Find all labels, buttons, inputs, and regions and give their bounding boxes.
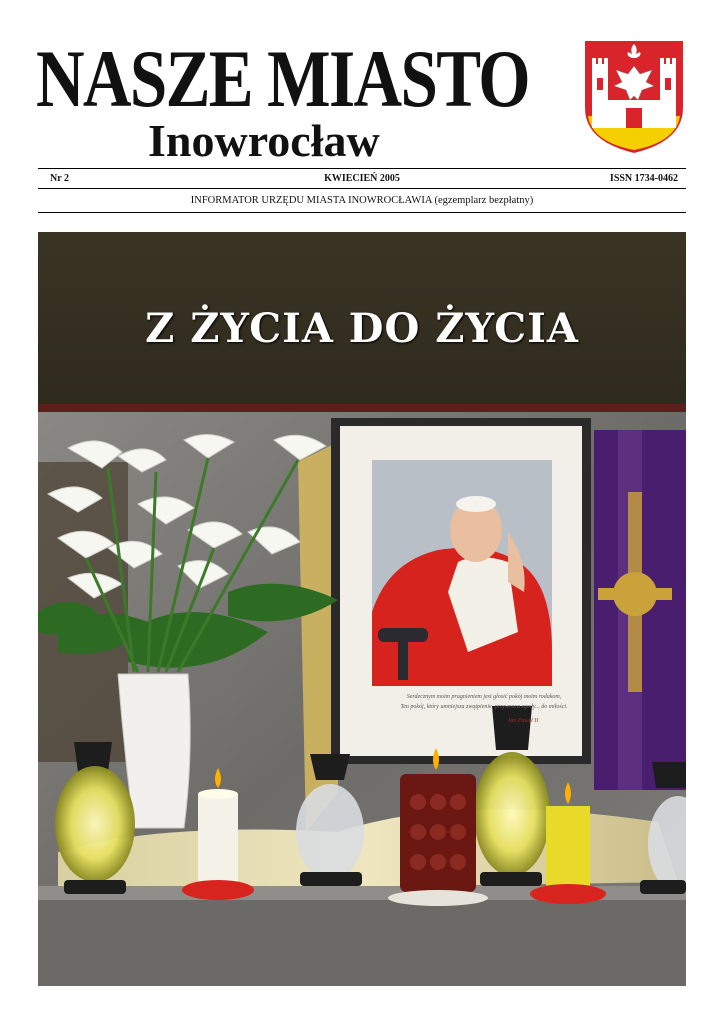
- masthead-title: NASZE MIASTO: [36, 33, 529, 124]
- portrait-signature: Jan Paweł II: [507, 718, 539, 724]
- issue-number: Nr 2: [50, 173, 69, 184]
- city-crest-icon: [582, 38, 686, 156]
- cover-headline: Z ŻYCIA DO ŻYCIA: [145, 305, 579, 352]
- rule-bottom: [38, 212, 686, 213]
- portrait-caption-line-1: Serdecznym moim pragnieniem jest głosić pokój moim rodakom,: [406, 694, 562, 700]
- issue-meta: [38, 171, 686, 187]
- informator-line: INFORMATOR URZĘDU MIASTA INOWROCŁAWIA (egzemplarz bezpłatny): [190, 195, 534, 206]
- rule-top: [38, 168, 686, 169]
- issue-date: KWIECIEŃ 2005: [324, 173, 400, 184]
- portrait-caption-line-2: Ten pokój, który umniejsza zwątpienie, przywraca zgody... do miłości.: [400, 704, 568, 710]
- cover-photo: [38, 232, 686, 986]
- masthead-subtitle: Inowrocław: [148, 115, 380, 166]
- issn: ISSN 1734-0462: [609, 173, 678, 184]
- rule-middle: [38, 188, 686, 189]
